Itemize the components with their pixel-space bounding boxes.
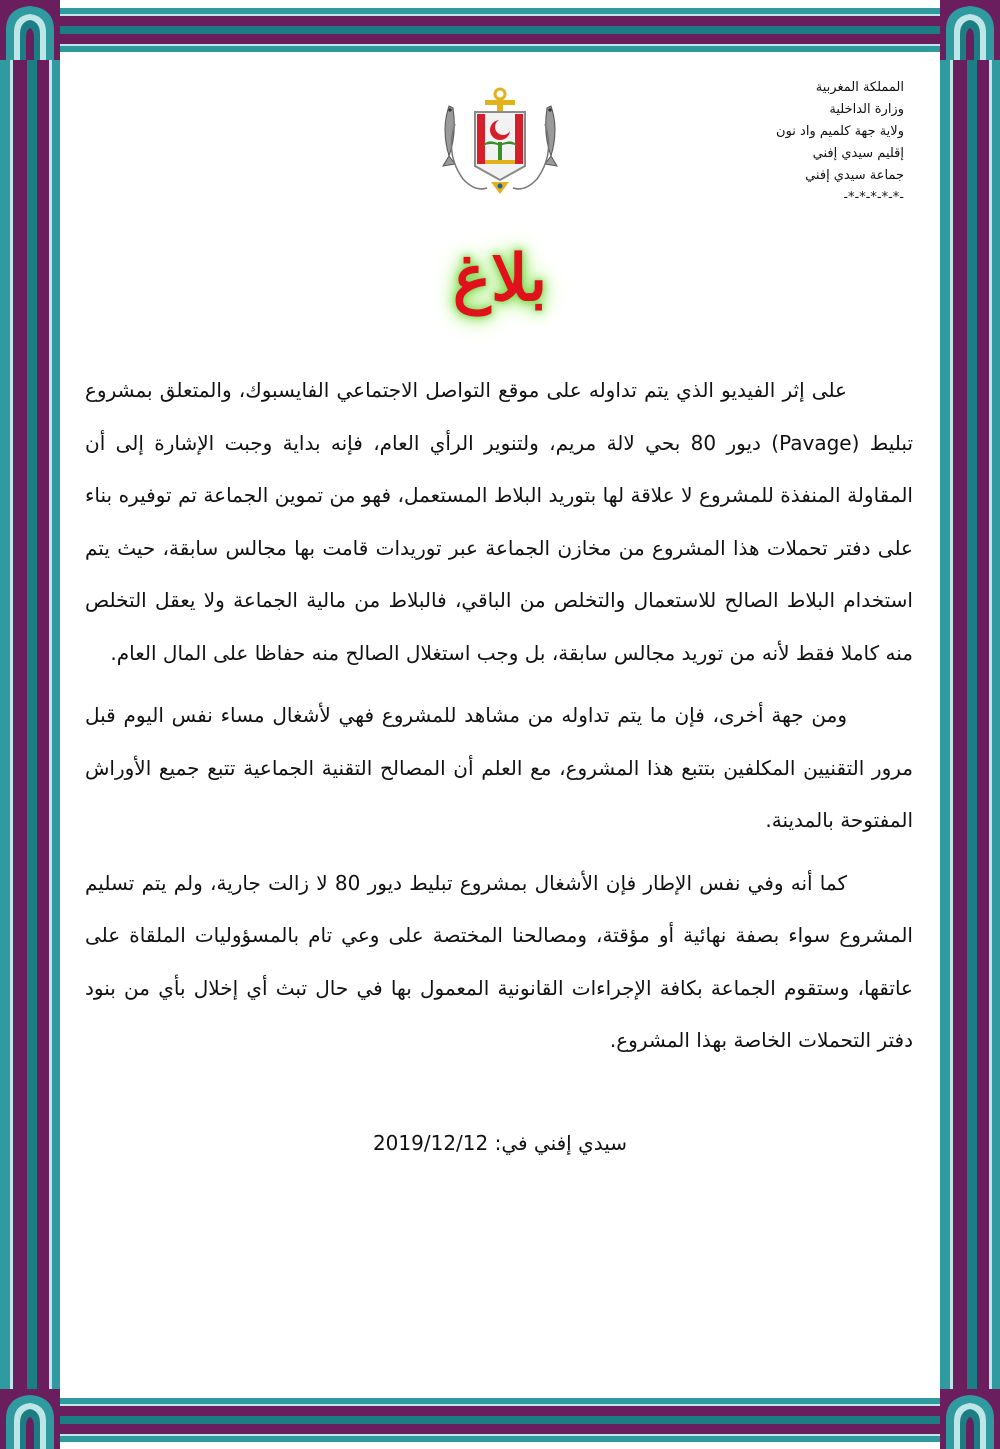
frame-corner-ornament xyxy=(940,0,1000,60)
header-line-region: ولاية جهة كلميم واد نون xyxy=(776,124,904,139)
body-paragraph-1: على إثر الفيديو الذي يتم تداوله على موقع التواصل الاجتماعي الفايسبوك، والمتعلق بمشروع تبليط (Pavage) ديور 80 بحي لالة مريم، ولتنوير الرأي العام، فإنه بداية وجبت الإشارة إلى أن المقاولة المنفذة للمشروع لا علاقة لها بتوريد البلاط المستعمل، فهو من تموين الجماعة تم توفيره بناء على دفتر تحملات هذا المشروع من مخازن الجماعة عبر توريدات قامت بها مجالس سابقة، حيث يتم استخدام البلاط الصالح للاستعمال والتخلص من الباقي، فالبلاط من مالية الجماعة ولا يعقل التخلص منه كاملا فقط لأنه من توريد مجالس سابقة، بل وجب استغلال الصالح منه حفاظا على المال العام. xyxy=(85,378,914,665)
frame-right-border xyxy=(940,0,1000,1449)
body-paragraph-3: كما أنه وفي نفس الإطار فإن الأشغال بمشروع تبليط ديور 80 لا زالت جارية، ولم يتم تسليم المشروع سواء بصفة نهائية أو مؤقتة، ومصالحنا المختصة على وعي تام بالمسؤوليات الملقاة على عاتقها، وستقوم الجماعة بكافة الإجراءات القانونية المعمول بها في حال تبث أي إخلال بأي من بنود دفتر التحملات الخاصة بهذا المشروع. xyxy=(85,870,913,1052)
date-place-signature: سيدي إفني في: 2019/12/12 xyxy=(372,1131,628,1155)
document-page xyxy=(60,52,940,1398)
body-paragraph-2: ومن جهة أخرى، فإن ما يتم تداوله من مشاهد للمشروع فهي لأشغال مساء نفس اليوم قبل مرور التقنيين المكلفين بتتبع هذا المشروع، مع العلم أن المصالح التقنية الجماعية تتبع جميع الأوراش المفتوحة بالمدينة. xyxy=(85,703,913,832)
header-line-commune: جماعة سيدي إفني xyxy=(805,168,904,183)
frame-left-border xyxy=(0,0,60,1449)
frame-corner-ornament xyxy=(0,0,60,60)
issuer-header xyxy=(644,77,904,209)
header-line-ministry: وزارة الداخلية xyxy=(829,102,904,117)
frame-bottom-border xyxy=(0,1398,1000,1442)
header-separator: -*-*-*-*-*- xyxy=(843,190,904,205)
document-title: بلاغ xyxy=(452,241,548,316)
announcement-body xyxy=(85,364,913,1067)
frame-top-border xyxy=(0,8,1000,52)
frame-corner-ornament xyxy=(0,1389,60,1449)
header-line-kingdom: المملكة المغربية xyxy=(815,80,904,95)
municipal-emblem-icon xyxy=(435,84,565,204)
header-line-province: إقليم سيدي إفني xyxy=(812,146,904,161)
frame-corner-ornament xyxy=(940,1389,1000,1449)
